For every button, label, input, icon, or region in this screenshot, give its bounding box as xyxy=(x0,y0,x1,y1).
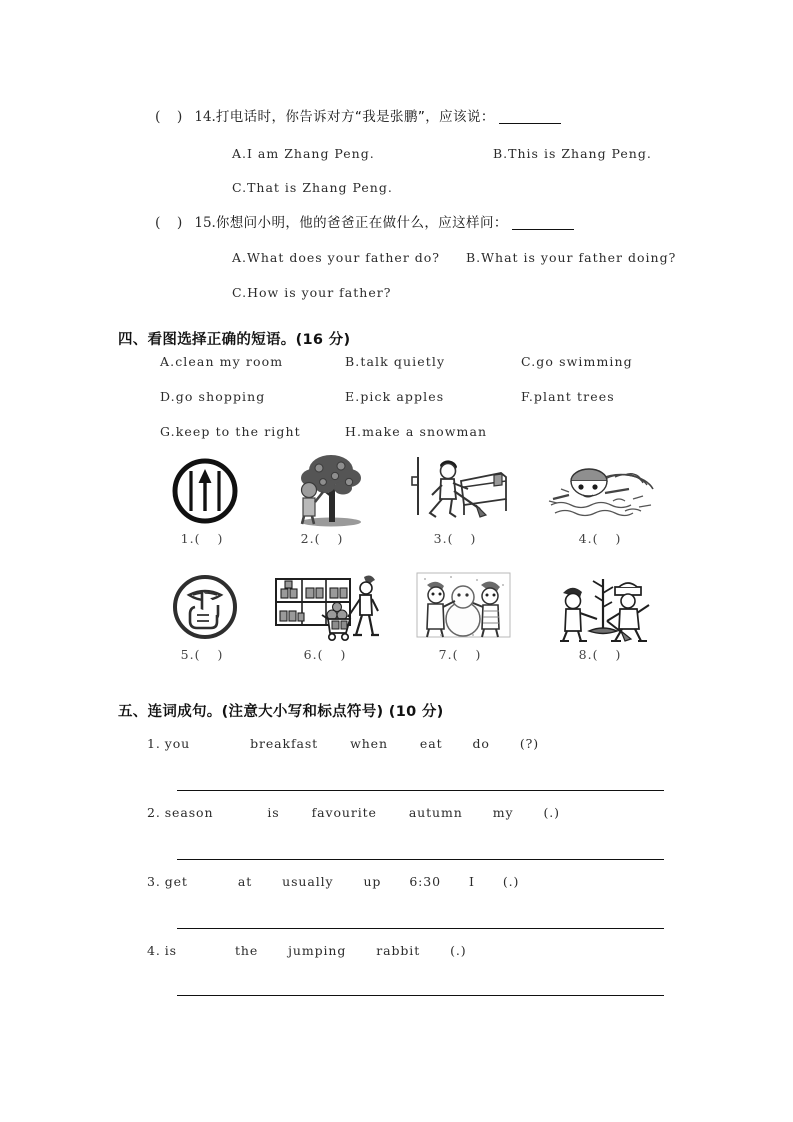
word-order-question-3 xyxy=(147,874,519,889)
pick-apples-scene-icon xyxy=(279,452,371,527)
wo-4-number: 4. xyxy=(147,943,161,958)
question-15-stem xyxy=(155,216,574,231)
picture-7-answer-paren: ( ) xyxy=(452,647,488,662)
picture-5-number: 5. xyxy=(180,647,195,662)
option-b-text: This is Zhang Peng. xyxy=(508,146,652,161)
wo-3-word-6: I xyxy=(469,874,475,889)
section-four-heading: 四、看图选择正确的短语。(16 分) xyxy=(118,332,351,348)
picture-cell-8 xyxy=(543,568,663,662)
phrase-f-key: F. xyxy=(521,389,534,404)
picture-8-answer-paren: ( ) xyxy=(592,647,628,662)
picture-6 xyxy=(268,568,388,643)
answer-parenthesis[interactable]: ( ) xyxy=(155,215,189,231)
picture-4-answer-paren: ( ) xyxy=(592,531,628,546)
go-swimming-scene-icon xyxy=(547,455,659,527)
option-c[interactable] xyxy=(232,285,391,300)
option-a-key: A. xyxy=(232,250,248,265)
picture-cell-7 xyxy=(403,568,523,662)
wo-1-word-2: breakfast xyxy=(250,736,319,751)
picture-8-number: 8. xyxy=(578,647,593,662)
picture-8 xyxy=(543,568,663,643)
answer-line-3[interactable] xyxy=(177,928,664,929)
question-number: 15. xyxy=(194,215,216,231)
question-14-stem xyxy=(155,110,561,125)
phrase-option-a[interactable] xyxy=(160,354,283,369)
answer-parenthesis[interactable]: ( ) xyxy=(155,109,189,125)
section-five-heading: 五、连词成句。(注意大小写和标点符号) (10 分) xyxy=(118,704,444,720)
picture-8-label[interactable] xyxy=(543,647,663,662)
option-b[interactable] xyxy=(466,250,676,265)
phrase-c-key: C. xyxy=(521,354,537,369)
picture-5-label[interactable] xyxy=(145,647,265,662)
wo-1-word-3: when xyxy=(350,736,388,751)
go-shopping-scene-icon xyxy=(272,571,384,643)
picture-2-answer-paren: ( ) xyxy=(314,531,350,546)
picture-5-answer-paren: ( ) xyxy=(194,647,230,662)
phrase-option-c[interactable] xyxy=(521,354,633,369)
answer-blank[interactable] xyxy=(512,229,574,230)
phrase-c-text: go swimming xyxy=(536,354,633,369)
word-order-question-4 xyxy=(147,943,467,958)
wo-2-word-4: autumn xyxy=(408,805,463,820)
picture-1-answer-paren: ( ) xyxy=(194,531,230,546)
phrase-b-text: talk quietly xyxy=(360,354,446,369)
phrase-a-text: clean my room xyxy=(175,354,284,369)
phrase-e-text: pick apples xyxy=(360,389,445,404)
clean-my-room-scene-icon xyxy=(406,455,511,527)
wo-4-word-4: rabbit xyxy=(376,943,421,958)
phrase-option-h[interactable] xyxy=(345,424,487,439)
option-c[interactable] xyxy=(232,180,393,195)
phrase-d-key: D. xyxy=(160,389,176,404)
phrase-g-key: G. xyxy=(160,424,176,439)
phrase-g-text: keep to the right xyxy=(175,424,301,439)
picture-6-answer-paren: ( ) xyxy=(317,647,353,662)
picture-1-number: 1. xyxy=(180,531,195,546)
wo-4-word-3: jumping xyxy=(288,943,347,958)
phrase-option-g[interactable] xyxy=(160,424,301,439)
picture-cell-5 xyxy=(145,568,265,662)
word-order-question-2 xyxy=(147,805,560,820)
phrase-d-text: go shopping xyxy=(175,389,266,404)
option-b-key: B. xyxy=(466,250,482,265)
keep-to-the-right-sign-icon xyxy=(169,455,241,527)
picture-2-label[interactable] xyxy=(265,531,385,546)
wo-1-word-4: eat xyxy=(419,736,443,751)
picture-4 xyxy=(543,452,663,527)
wo-1-number: 1. xyxy=(147,736,161,751)
phrase-option-b[interactable] xyxy=(345,354,445,369)
option-a[interactable] xyxy=(232,146,375,161)
picture-3-number: 3. xyxy=(433,531,448,546)
wo-2-number: 2. xyxy=(147,805,161,820)
picture-cell-3 xyxy=(398,452,518,546)
wo-4-word-5: (.) xyxy=(450,943,467,958)
phrase-option-e[interactable] xyxy=(345,389,444,404)
picture-1 xyxy=(145,452,265,527)
answer-line-1[interactable] xyxy=(177,790,664,791)
picture-4-number: 4. xyxy=(578,531,593,546)
phrase-b-key: B. xyxy=(345,354,361,369)
phrase-h-text: make a snowman xyxy=(362,424,488,439)
option-a[interactable] xyxy=(232,250,440,265)
wo-4-word-1: is xyxy=(164,943,177,958)
picture-7-label[interactable] xyxy=(403,647,523,662)
picture-cell-2 xyxy=(265,452,385,546)
question-stem-text: 打电话时，你告诉对方“我是张鹏”，应该说： xyxy=(215,109,495,125)
make-a-snowman-scene-icon xyxy=(411,571,516,643)
wo-1-word-6: (?) xyxy=(519,736,539,751)
phrase-h-key: H. xyxy=(345,424,363,439)
wo-3-number: 3. xyxy=(147,874,161,889)
phrase-option-d[interactable] xyxy=(160,389,265,404)
answer-blank[interactable] xyxy=(499,123,561,124)
word-order-question-1 xyxy=(147,736,539,751)
option-b[interactable] xyxy=(493,146,652,161)
option-a-text: What does your father do? xyxy=(247,250,440,265)
picture-2 xyxy=(265,452,385,527)
picture-4-label[interactable] xyxy=(543,531,663,546)
picture-5 xyxy=(145,568,265,643)
wo-3-word-2: at xyxy=(237,874,253,889)
wo-1-word-5: do xyxy=(472,736,490,751)
picture-cell-4 xyxy=(543,452,663,546)
question-stem-text: 你想问小明，他的爸爸正在做什么，应这样问： xyxy=(215,215,508,231)
option-c-key: C. xyxy=(232,285,248,300)
wo-3-word-7: (.) xyxy=(502,874,520,889)
wo-2-word-6: (.) xyxy=(543,805,560,820)
wo-1-word-1: you xyxy=(164,736,191,751)
option-c-text: How is your father? xyxy=(247,285,392,300)
option-c-key: C. xyxy=(232,180,248,195)
picture-3-label[interactable] xyxy=(398,531,518,546)
wo-3-word-3: usually xyxy=(282,874,334,889)
wo-2-word-2: is xyxy=(267,805,280,820)
picture-6-label[interactable] xyxy=(268,647,388,662)
picture-7 xyxy=(403,568,523,643)
plant-trees-scene-icon xyxy=(549,571,657,643)
wo-3-word-4: up xyxy=(363,874,382,889)
picture-3-answer-paren: ( ) xyxy=(447,531,483,546)
picture-1-label[interactable] xyxy=(145,531,265,546)
question-number: 14. xyxy=(194,109,216,125)
picture-2-number: 2. xyxy=(300,531,315,546)
wo-3-word-1: get xyxy=(164,874,188,889)
picture-6-number: 6. xyxy=(303,647,318,662)
option-c-text: That is Zhang Peng. xyxy=(247,180,393,195)
phrase-e-key: E. xyxy=(345,389,361,404)
wo-2-word-5: my xyxy=(492,805,514,820)
phrase-f-text: plant trees xyxy=(533,389,615,404)
picture-7-number: 7. xyxy=(438,647,453,662)
talk-quietly-sign-icon xyxy=(169,571,241,643)
option-b-key: B. xyxy=(493,146,509,161)
wo-3-word-5: 6:30 xyxy=(409,874,441,889)
phrase-a-key: A. xyxy=(160,354,176,369)
picture-cell-1 xyxy=(145,452,265,546)
phrase-option-f[interactable] xyxy=(521,389,615,404)
answer-line-2[interactable] xyxy=(177,859,664,860)
option-a-text: I am Zhang Peng. xyxy=(247,146,375,161)
wo-4-word-2: the xyxy=(234,943,259,958)
option-a-key: A. xyxy=(232,146,248,161)
picture-3 xyxy=(398,452,518,527)
option-b-text: What is your father doing? xyxy=(481,250,677,265)
wo-2-word-1: season xyxy=(164,805,214,820)
wo-2-word-3: favourite xyxy=(311,805,377,820)
answer-line-4[interactable] xyxy=(177,995,664,996)
picture-cell-6 xyxy=(268,568,388,662)
